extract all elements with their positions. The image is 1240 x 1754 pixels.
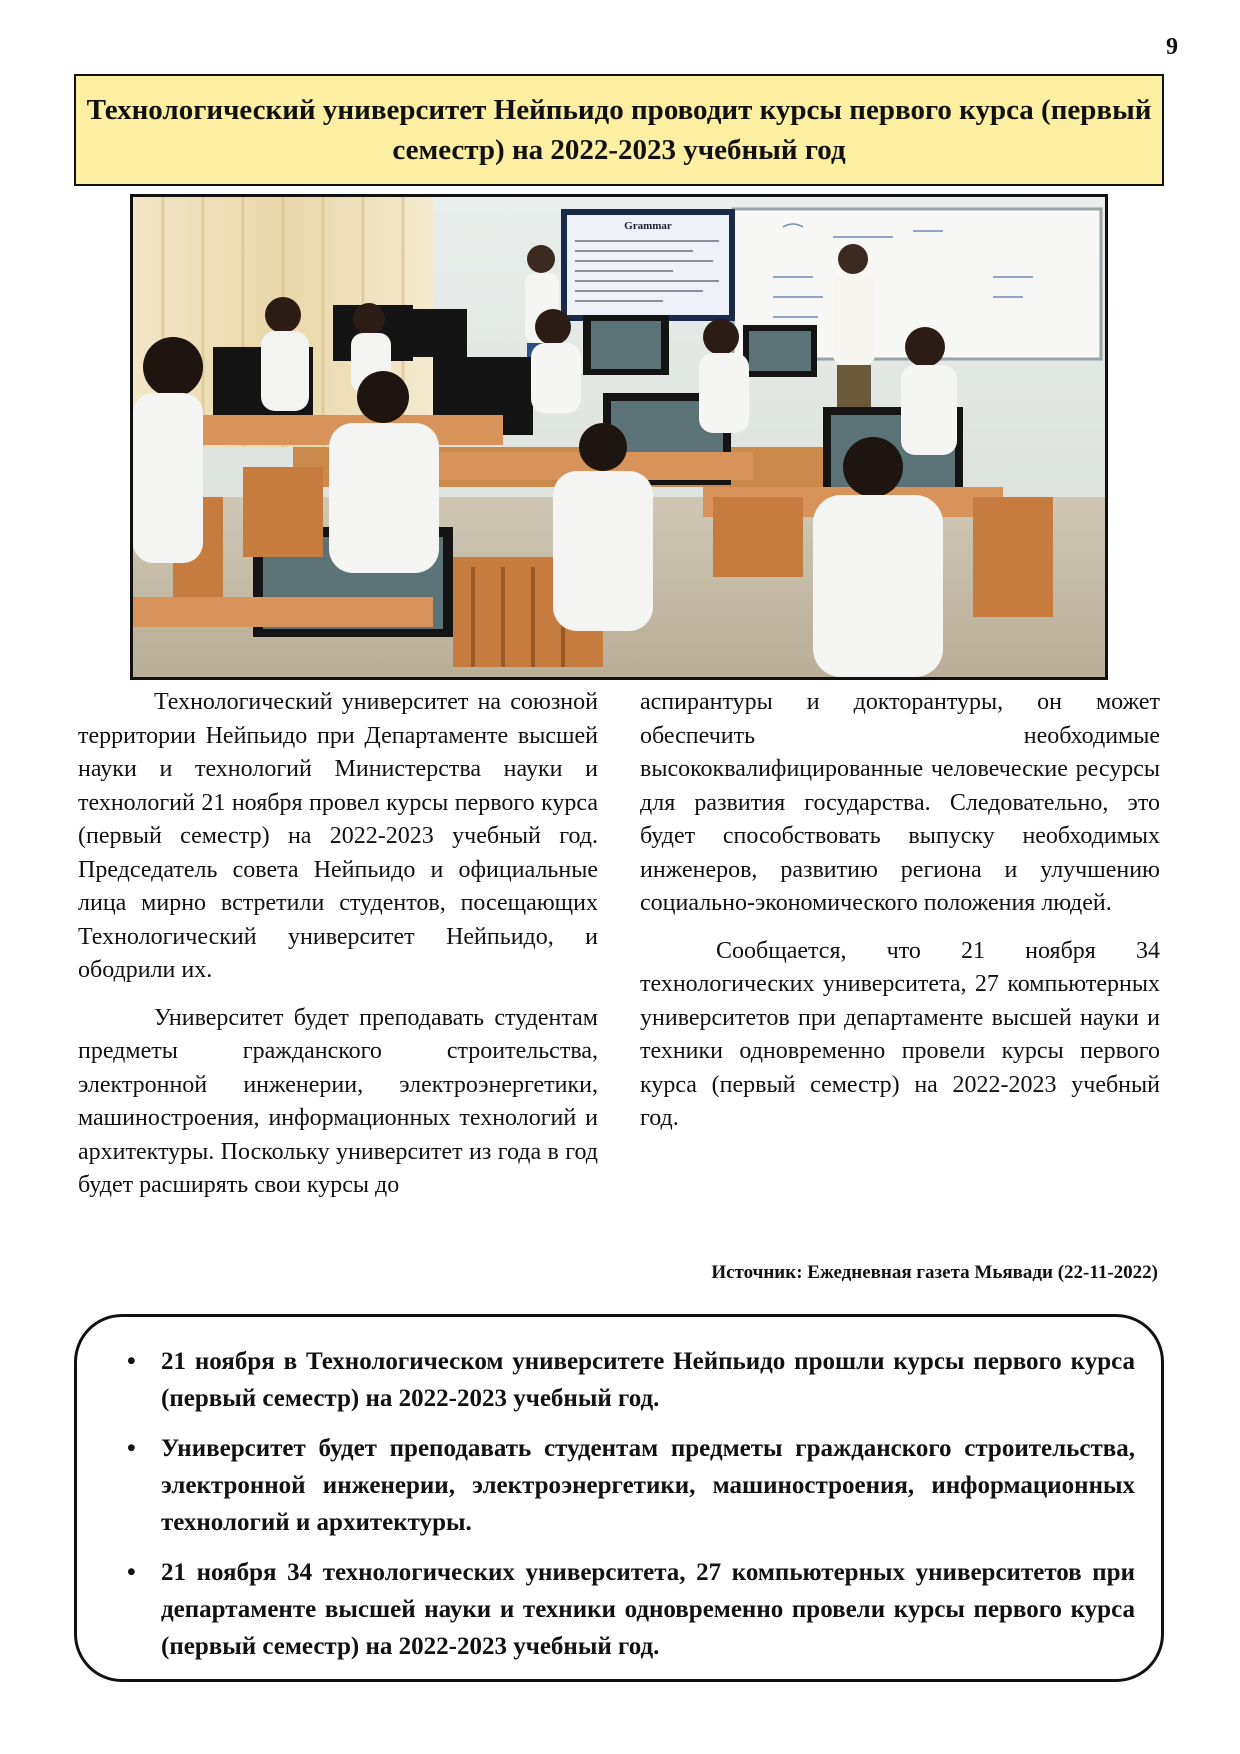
summary-item [127, 1430, 1135, 1541]
article-left-column [78, 686, 598, 1203]
article-source: Источник: Ежедневная газета Мьявади (22-11-2022) [711, 1262, 1158, 1283]
page-number: 9 [1166, 34, 1178, 60]
summary-item [127, 1554, 1135, 1665]
summary-text: 21 ноября 34 технологических университета, 27 компьютерных университетов при департаменте высшей науки и техники одновременно провели курсы первого курса (первый семестр) на 2022-2023 учебный год. [161, 1559, 1135, 1660]
summary-text: 21 ноября в Технологическом университете Нейпьидо прошли курсы первого курса (первый семестр) на 2022-2023 учебный год. [161, 1348, 1135, 1412]
article-paragraph: Технологический университет на союзной территории Нейпьидо при Департаменте высшей науки и технологий Министерства науки и технологий 21 ноября провел курсы первого курса (первый семестр) на 2022-2023 учебный год. Председатель совета Нейпьидо и официальные лица мирно встретили студентов, посещающих Технологический университет Нейпьидо, и ободрили их. [78, 689, 598, 983]
summary-box [74, 1314, 1164, 1682]
article-paragraph: Университет будет преподавать студентам предметы гражданского строительства, электронной инженерии, электроэнергетики, машиностроения, информационных технологий и архитектуры. Поскольку университет из года в год будет расширять свои курсы до [78, 1004, 598, 1198]
bullet-icon: • [127, 1348, 136, 1375]
bullet-icon: • [127, 1435, 136, 1462]
summary-text: Университет будет преподавать студентам предметы гражданского строительства, электронной инженерии, электроэнергетики, машиностроения, информационных технологий и архитектуры. [161, 1435, 1135, 1536]
summary-item [127, 1343, 1135, 1417]
classroom-photo [133, 197, 1105, 677]
bullet-icon: • [127, 1559, 136, 1586]
article-paragraph: аспирантуры и докторантуры, он может обеспечить необходимые высококвалифицированные человеческие ресурсы для развития государства. Следовательно, это будет способствовать выпуску необходимых инженеров, развитию региона и улучшению социально-экономического положения людей. [640, 689, 1160, 916]
title-box [74, 74, 1164, 186]
summary-list [127, 1343, 1135, 1665]
article-photo [130, 194, 1108, 680]
article-title: Технологический университет Нейпьидо проводит курсы первого курса (первый семестр) на 2022-2023 учебный год [86, 94, 1152, 166]
slide-heading: Grammar [624, 220, 672, 232]
article-paragraph: Сообщается, что 21 ноября 34 технологических университета, 27 компьютерных университетов при департаменте высшей науки и техники одновременно провели курсы первого курса (первый семестр) на 2022-2023 учебный год. [640, 937, 1160, 1131]
article-right-column [640, 686, 1160, 1136]
